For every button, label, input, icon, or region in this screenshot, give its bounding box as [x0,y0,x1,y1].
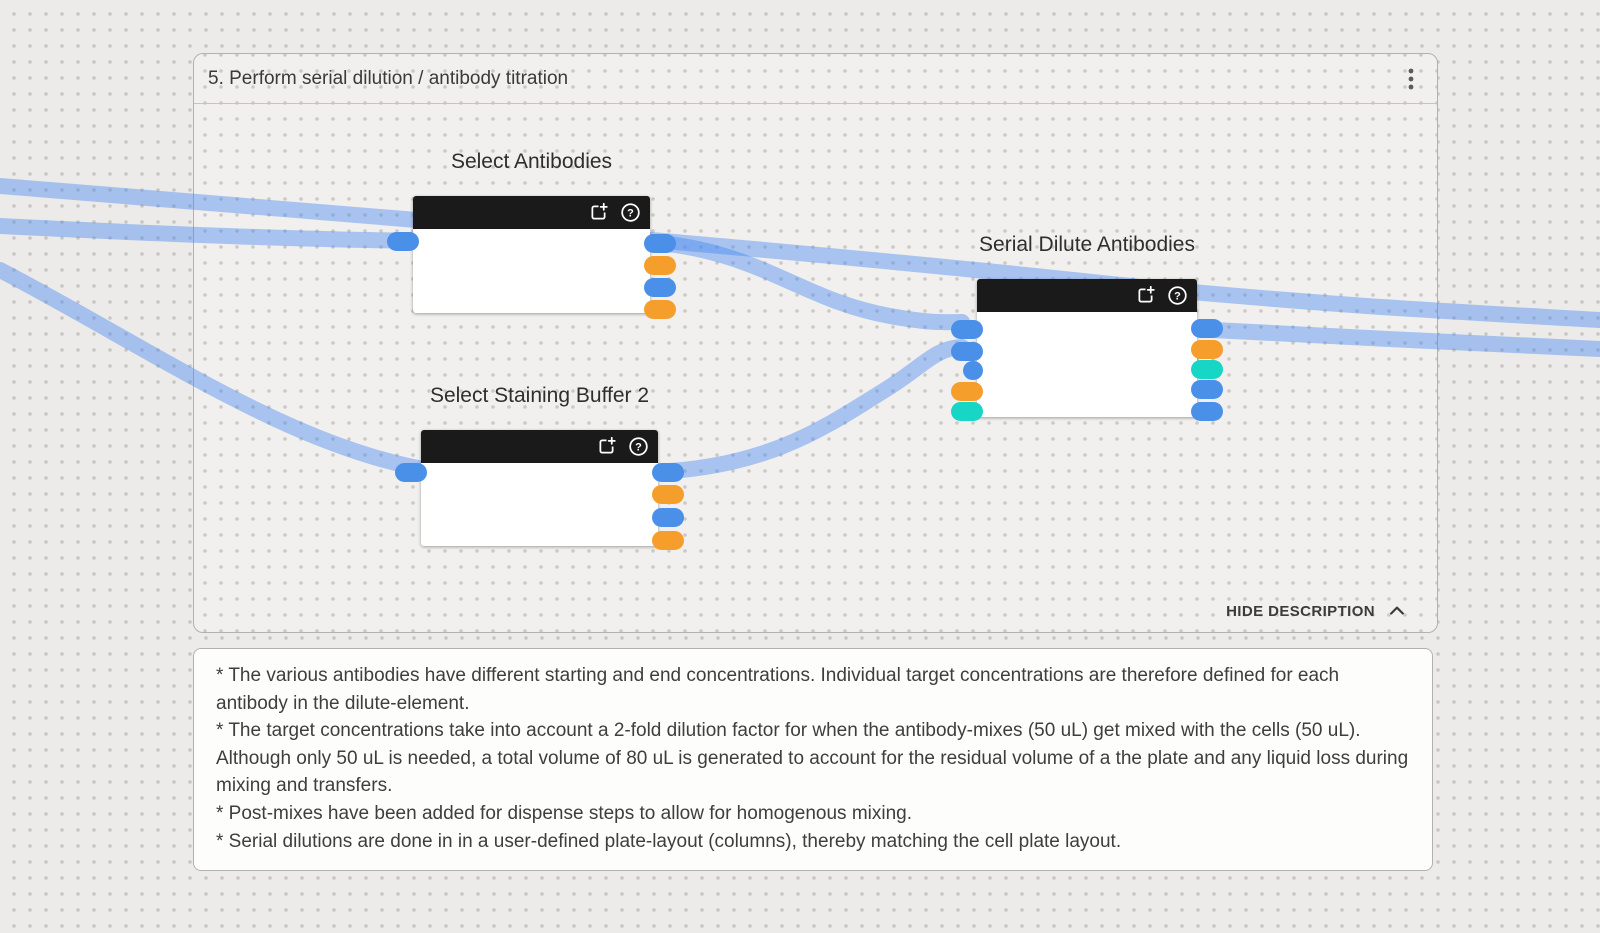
help-icon[interactable] [1167,285,1188,306]
node-select-staining-buffer-2[interactable] [421,430,658,546]
port-orange-left[interactable] [951,382,983,401]
add-output-icon[interactable] [1135,285,1156,306]
chevron-up-icon [1387,601,1407,621]
port-cyan-right[interactable] [1191,360,1223,379]
port-orange-right[interactable] [1191,340,1223,359]
port-blue-right[interactable] [1191,380,1223,399]
node-serial-dilute-antibodies[interactable] [977,279,1197,417]
help-icon[interactable] [628,436,649,457]
description-line: * The target concentrations take into account a 2-fold dilution factor for when the antibody-mixes (50 uL) get mixed with the cells (50 uL). Although only 50 uL is needed, a total volume of 80 uL is generated to account for the residual volume of a the plate and any liquid loss during mixing and transfers. [216,720,1409,797]
port-orange-right[interactable] [644,300,676,319]
kebab-menu-icon[interactable] [1397,64,1425,94]
port-blue-left[interactable] [963,361,983,380]
description-panel [193,648,1433,871]
svg-text:?: ? [627,207,634,220]
node-title: Select Staining Buffer 2 [429,384,650,407]
hide-description-label: HIDE DESCRIPTION [1226,602,1375,620]
port-blue-right[interactable] [652,508,684,527]
group-header [194,54,1437,104]
port-blue-right[interactable] [1191,319,1223,338]
description-line: * Post-mixes have been added for dispense steps to allow for homogenous mixing. [216,802,913,824]
add-output-icon[interactable] [596,436,617,457]
port-blue-left[interactable] [395,463,427,482]
port-blue-right[interactable] [1191,402,1223,421]
port-orange-right[interactable] [644,256,676,275]
add-output-icon[interactable] [588,202,609,223]
node-header [977,279,1197,312]
port-cyan-left[interactable] [951,402,983,421]
group-step-box [193,53,1438,633]
node-header [421,430,658,463]
port-blue-right[interactable] [644,278,676,297]
port-blue-right[interactable] [652,463,684,482]
node-title: Select Antibodies [450,150,613,173]
node-select-antibodies[interactable] [413,196,650,313]
port-blue-left[interactable] [387,232,419,251]
port-orange-right[interactable] [652,531,684,550]
description-line: * Serial dilutions are done in in a user-defined plate-layout (columns), thereby matching the cell plate layout. [216,830,1122,852]
svg-text:?: ? [635,441,642,454]
hide-description-button[interactable] [1220,600,1413,622]
svg-text:?: ? [1174,290,1181,303]
port-blue-left[interactable] [951,342,983,361]
port-orange-right[interactable] [652,485,684,504]
port-blue-left[interactable] [951,320,983,339]
description-line: * The various antibodies have different starting and end concentrations. Individual target concentrations are therefore defined for each antibody in the dilute-element. [216,665,1340,714]
group-title: 5. Perform serial dilution / antibody titration [208,67,569,89]
node-title: Serial Dilute Antibodies [979,233,1195,256]
port-blue-right[interactable] [644,234,676,253]
node-header [413,196,650,229]
help-icon[interactable] [620,202,641,223]
